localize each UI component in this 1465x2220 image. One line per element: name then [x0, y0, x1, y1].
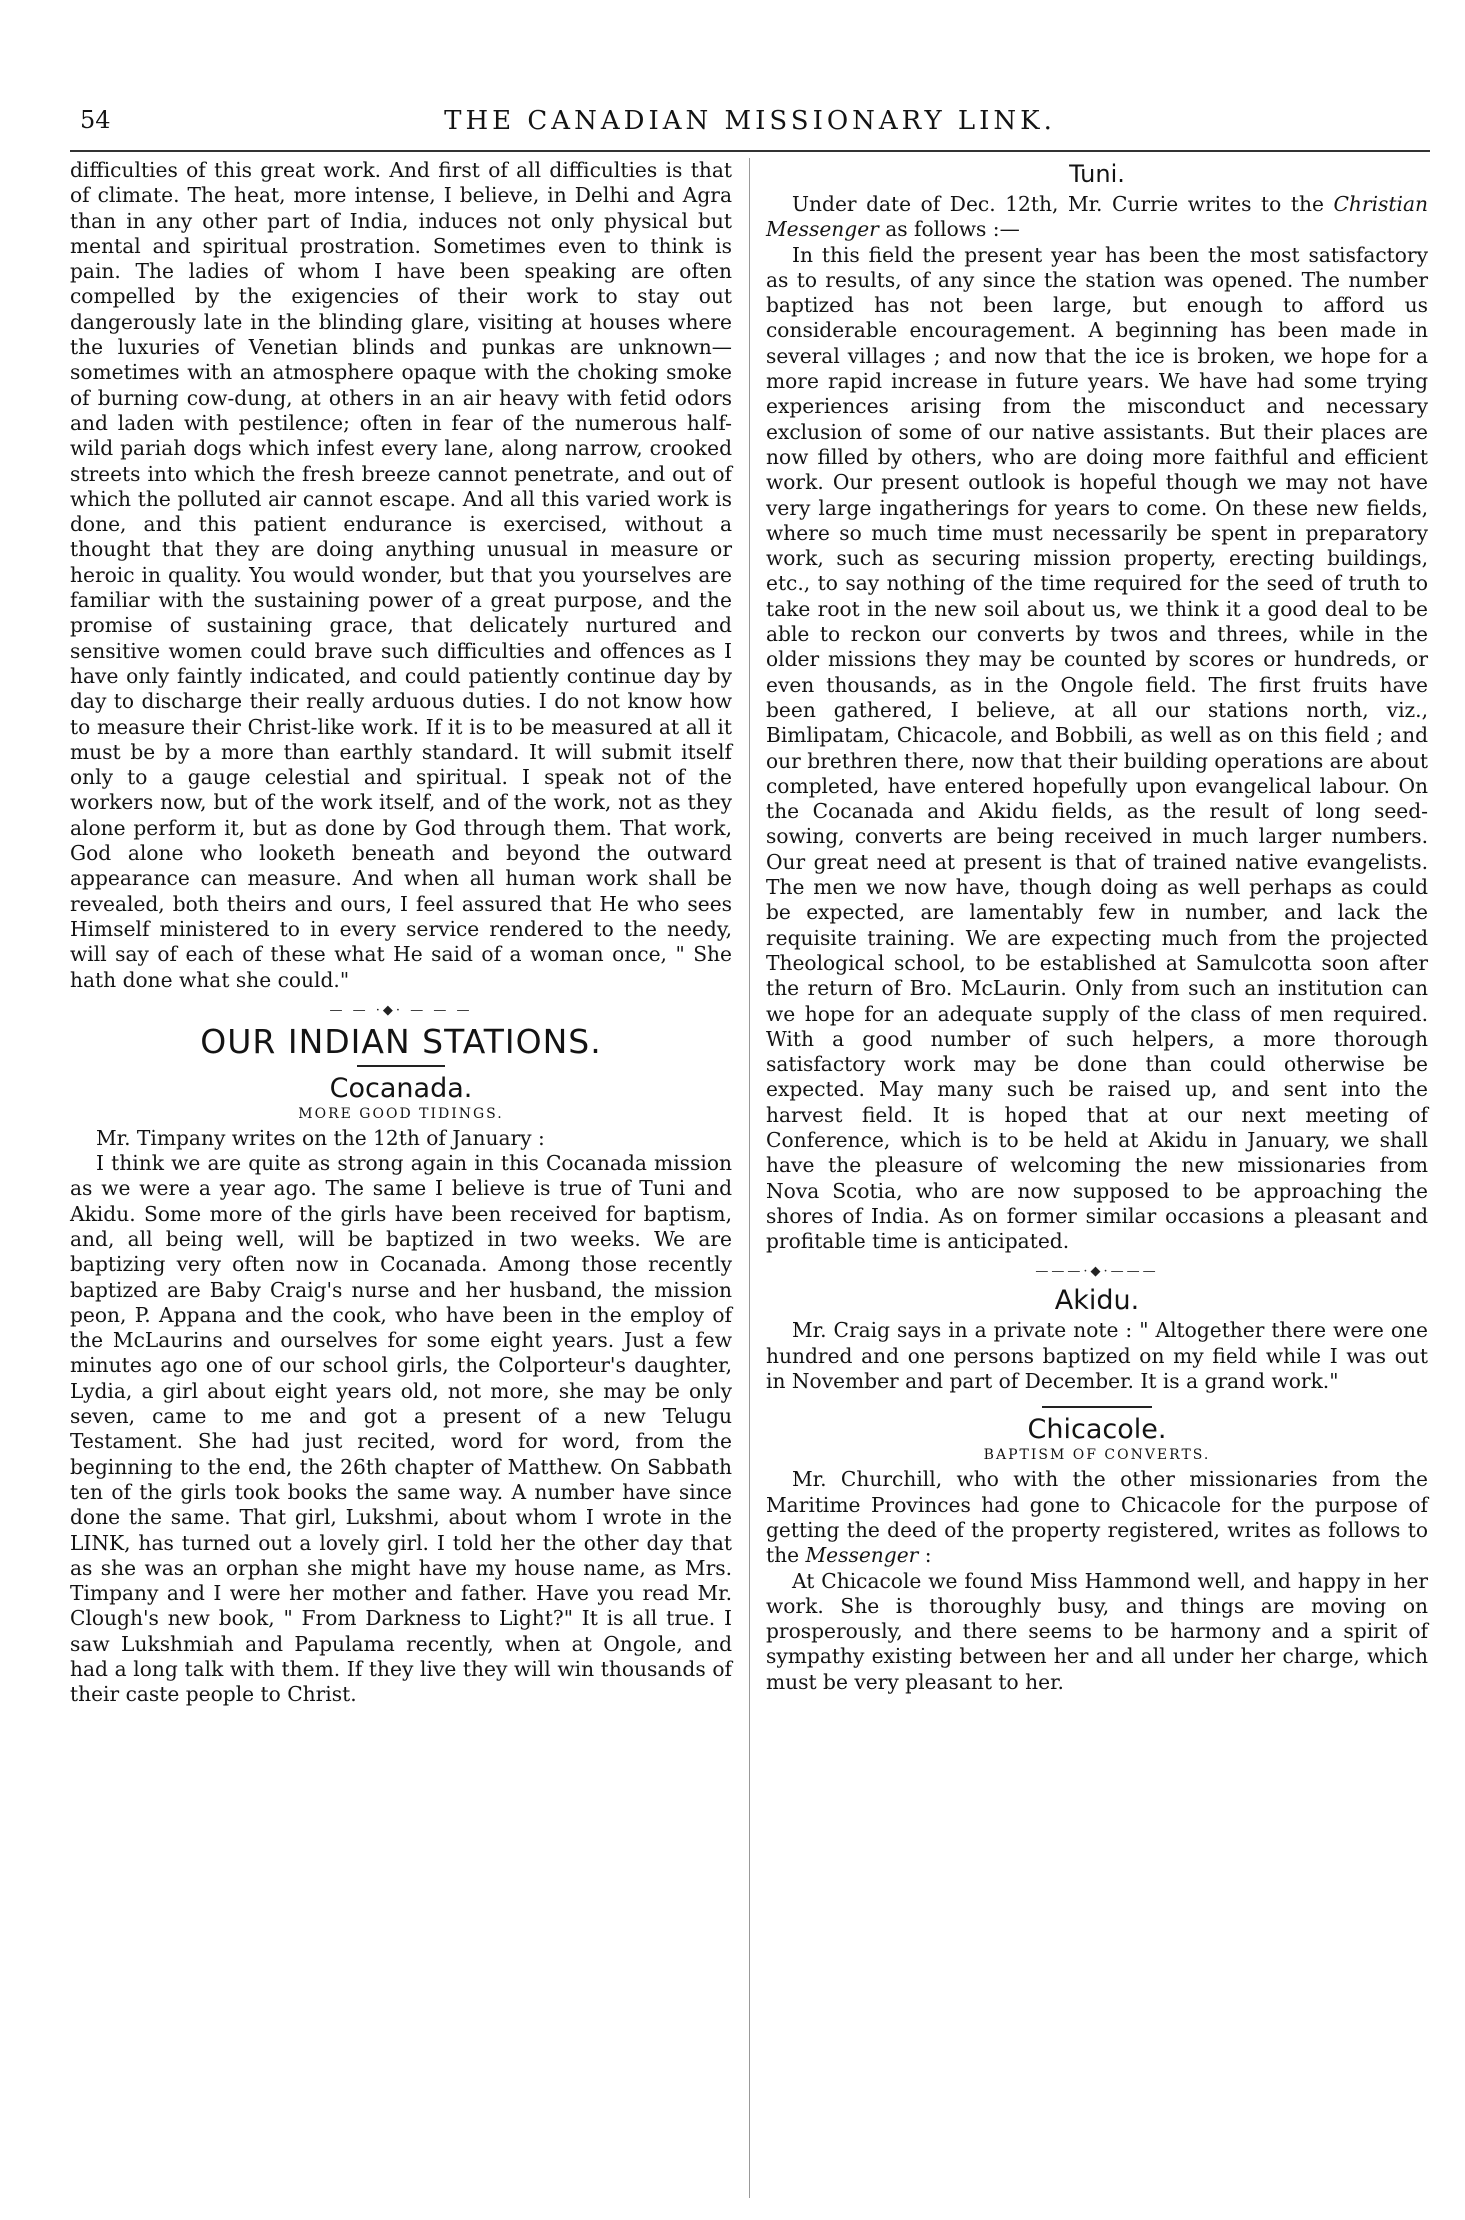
page-header: [70, 100, 1430, 152]
tuni-intro: [766, 192, 1428, 243]
newspaper-page: [70, 100, 1430, 2190]
right-column: [766, 158, 1428, 1695]
tuni-body: In this field the present year has been the most satisfactory as to results, of any since the station was opened. The number baptized has not been large, but enough to afford us considerable encouragement. A beginning has been made in several villages ; and now that the ice is broken, we hope for a more rapid increase in future years. We have had some trying experiences arising from the misconduct and necessary exclusion of some of our native assistants. But their places are now filled by others, who are doing more faithful and efficient work. Our present outlook is hopeful though we may not have very large ingatherings for years to come. On these new fields, where so much time must necessarily be spent in preparatory work, such as securing mission property, erecting buildings, etc., to say nothing of the time required for the seed of truth to take root in the new soil about us, we think it a good deal to be able to reckon our converts by twos and threes, while in the older missions they may be counted by scores or hundreds, or even thousands, as in the Ongole field. The first fruits have been gathered, I believe, at all our stations north, viz., Bimlipatam, Chicacole, and Bobbili, as well as on this field ; and our brethren there, now that their building operations are about completed, have entered hopefully upon evangelical labour. On the Cocanada and Akidu fields, as the result of long seed-sowing, converts are being received in much larger numbers. Our great need at present is that of trained native evangelists. The men we now have, though doing as well perhaps as could be expected, are lamentably few in number, and lack the requisite training. We are expecting much from the projected Theological school, to be established at Samulcotta soon after the return of Bro. McLaurin. Only from such an institution can we hope for an adequate supply of the class of men required. With a good number of such helpers, a more thorough satisfactory work may be done than could otherwise be expected. May many such be raised up, and sent into the harvest field. It is hoped that at our next meeting of Conference, which is to be held at Akidu in January, we shall have the pleasure of welcoming the new missionaries from Nova Scotia, who are now supposed to be approaching the shores of India. As on former similar occasions a pleasant and profitable time is anticipated.: [766, 242, 1428, 1254]
cocanada-intro: Mr. Timpany writes on the 12th of January :: [96, 1125, 545, 1150]
akidu-heading: Akidu.: [1054, 1285, 1140, 1317]
left-column: [70, 158, 732, 1708]
tuni-intro-tail: as follows :—: [878, 217, 1020, 242]
article-continuation: difficulties of this great work. And first of all difficulties is that of climate. The heat, more intense, I believe, in Delhi and Agra than in any other part of India, induces not only physical but mental and spiritual prostration. Sometimes even to think is pain. The ladies of whom I have been speaking are often compelled by the exigencies of their work to stay out dangerously late in the blinding glare, visiting at houses where the luxuries of Venetian blinds and punkas are unknown—sometimes with an atmosphere opaque with the choking smoke of burning cow-dung, at others in an air heavy with fetid odors and laden with pestilence; often in fear of the numerous half-wild pariah dogs which infest every lane, along narrow, crooked streets into which the fresh breeze cannot penetrate, and out of which the polluted air cannot escape. And all this varied work is done, and this patient endurance is exercised, without a thought that they are doing anything unusual in measure or heroic in quality. You would wonder, but that you yourselves are familiar with the sustaining power of a great purpose, and the promise of sustaining grace, that delicately nurtured and sensitive women could brave such difficulties and offences as I have only faintly indicated, and could patiently continue day by day to discharge their really arduous duties. I do not know how to measure their Christ-like work. If it is to be measured at all it must be by a more than earthly standard. It will submit itself only to a gauge celestial and spiritual. I speak not of the workers now, but of the work itself, and of the work, not as they alone perform it, but as done by God through them. That work, God alone who looketh beneath and beyond the outward appearance can measure. And when all human work shall be revealed, both theirs and ours, I feel assured that He who sees Himself ministered to in every service rendered to the needy, will say of each of these what He said of a woman once, " She hath done what she could.": [70, 158, 732, 992]
divider-rule: [1042, 1406, 1152, 1408]
cocanada-body: I think we are quite as strong again in this Cocanada mission as we were a year ago. The same I believe is true of Tuni and Akidu. Some more of the girls have been received for baptism, and, all being well, will be baptized in two weeks. We are baptizing very often now in Cocanada. Among those recently baptized are Baby Craig's nurse and her husband, the mission peon, P. Appana and the cook, who have been in the employ of the McLaurins and ourselves for some eight years. Just a few minutes ago one of our school girls, the Colporteur's daughter, Lydia, a girl about eight years old, not more, she may be only seven, came to me and got a present of a new Telugu Testament. She had just recited, word for word, from the beginning to the end, the 26th chapter of Matthew. On Sabbath ten of the girls took books the same way. A number have since done the same. That girl, Lukshmi, about whom I wrote in the LINK, has turned out a lovely girl. I told her the other day that as she was an orphan she might have my house name, as Mrs. Timpany and I were her mother and father. Have you read Mr. Clough's new book, " From Darkness to Light?" It is all true. I saw Lukshmiah and Papulama recently, when at Ongole, and had a long talk with them. If they live they will win thousands of their caste people to Christ.: [70, 1151, 732, 1707]
chicacole-heading: Chicacole.: [1027, 1414, 1167, 1446]
chicacole-intro: [766, 1467, 1428, 1568]
chicacole-intro-text: Mr. Churchill, who with the other missionaries from the Maritime Provinces had gone to Chicacole for the purpose of getting the deed of the property registered, writes as follows to the: [766, 1467, 1428, 1568]
chicacole-intro-tail: :: [918, 1543, 932, 1568]
section-ornament: — — ·◆· — — —: [329, 1002, 473, 1018]
title-rule: [357, 1065, 445, 1067]
masthead-title: THE CANADIAN MISSIONARY LINK.: [444, 106, 1056, 136]
cocanada-heading: Cocanada.: [329, 1072, 473, 1104]
cocanada-kicker: MORE GOOD TIDINGS.: [298, 1105, 504, 1122]
akidu-body: Mr. Craig says in a private note : " Altogether there were one hundred and one persons baptized on my field while I was out in November and part of December. It is a grand work.": [766, 1318, 1428, 1394]
page-number: 54: [80, 106, 111, 134]
section-title: OUR INDIAN STATIONS.: [200, 1021, 602, 1061]
chicacole-body: At Chicacole we found Miss Hammond well, and happy in her work. She is thoroughly busy, and things are moving on prosperously, and there seems to be harmony and a spirit of sympathy existing between her and all under her charge, which must be very pleasant to her.: [766, 1568, 1428, 1694]
chicacole-kicker: BAPTISM OF CONVERTS.: [983, 1447, 1211, 1464]
column-divider: [749, 158, 750, 2198]
chicacole-intro-publication: Messenger: [805, 1543, 919, 1568]
divider-ornament: ———·◆·———: [1035, 1264, 1159, 1280]
tuni-heading: Tuni.: [1069, 160, 1125, 188]
tuni-intro-text: Under date of Dec. 12th, Mr. Currie writes to the: [792, 192, 1334, 216]
tuni-intro-publication: Christian Messenger: [766, 192, 1428, 242]
